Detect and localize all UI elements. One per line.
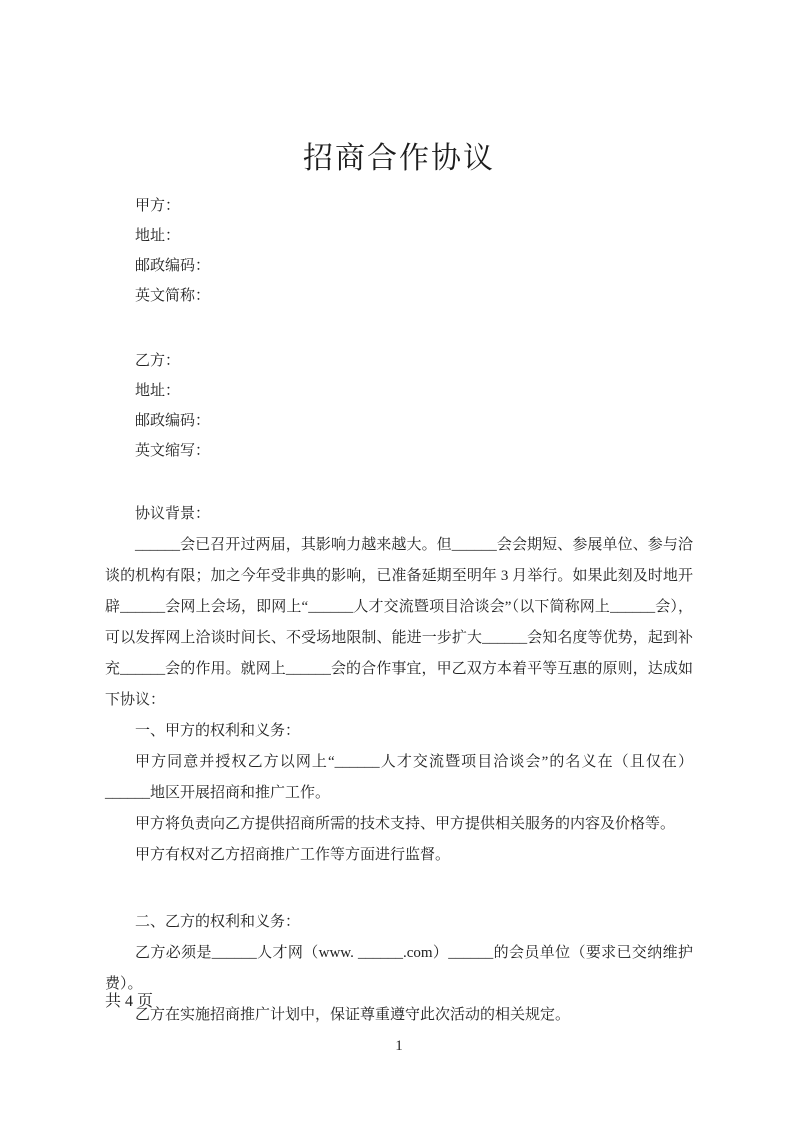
page-number: 1 xyxy=(395,1038,403,1054)
section1-paragraph-3: 甲方有权对乙方招商推广工作等方面进行监督。 xyxy=(135,847,451,863)
section1-paragraph-2: 甲方将负责向乙方提供招商所需的技术支持、甲方提供相关服务的内容及价格等。 xyxy=(135,816,676,832)
background-paragraph: ______会已召开过两届，其影响力越来越大。但______会会期短、参展单位、参与洽谈的机构有限；加之今年受非典的影响，已准备延期至明年 3 月举行。如果此刻及时地开辟______会网上会场，即网上“______人才交流暨项目洽谈会”（以下简称网上______会），可以发挥网上洽谈时间长、不受场地限制、能进一步扩大______会知名度等优势，起到补充______会的作用。就网上______会的合作事宜，甲乙双方本着平等互惠的原则，达成如下协议： xyxy=(105,537,693,708)
section1-heading: 一、甲方的权利和义务： xyxy=(135,723,301,739)
document-content xyxy=(105,140,693,1061)
party-a-english-label: 英文简称： xyxy=(135,288,211,304)
section2-paragraph-1: 乙方必须是______人才网（www. ______.com）______的会员单位（要求已交纳维护费）。 xyxy=(105,945,693,992)
party-a-block xyxy=(105,191,693,311)
party-b-name-label: 乙方： xyxy=(135,353,181,369)
document-title: 招商合作协议 xyxy=(303,142,495,175)
party-a-address-label: 地址： xyxy=(135,228,181,244)
section2-heading: 二、乙方的权利和义务： xyxy=(135,914,301,930)
party-b-block xyxy=(105,346,693,466)
section1-paragraph-1: 甲方同意并授权乙方以网上“______人才交流暨项目洽谈会”的名义在（且仅在）______地区开展招商和推广工作。 xyxy=(105,754,693,801)
party-a-postcode-label: 邮政编码： xyxy=(135,258,211,274)
party-a-name-label: 甲方： xyxy=(135,198,181,214)
page-count: 共 4 页 xyxy=(105,993,154,1010)
party-b-address-label: 地址： xyxy=(135,383,181,399)
section2-paragraph-2: 乙方在实施招商推广计划中，保证尊重遵守此次活动的相关规定。 xyxy=(135,1007,571,1023)
background-heading: 协议背景： xyxy=(135,506,211,522)
party-b-postcode-label: 邮政编码： xyxy=(135,413,211,429)
party-b-english-label: 英文缩写： xyxy=(135,443,211,459)
